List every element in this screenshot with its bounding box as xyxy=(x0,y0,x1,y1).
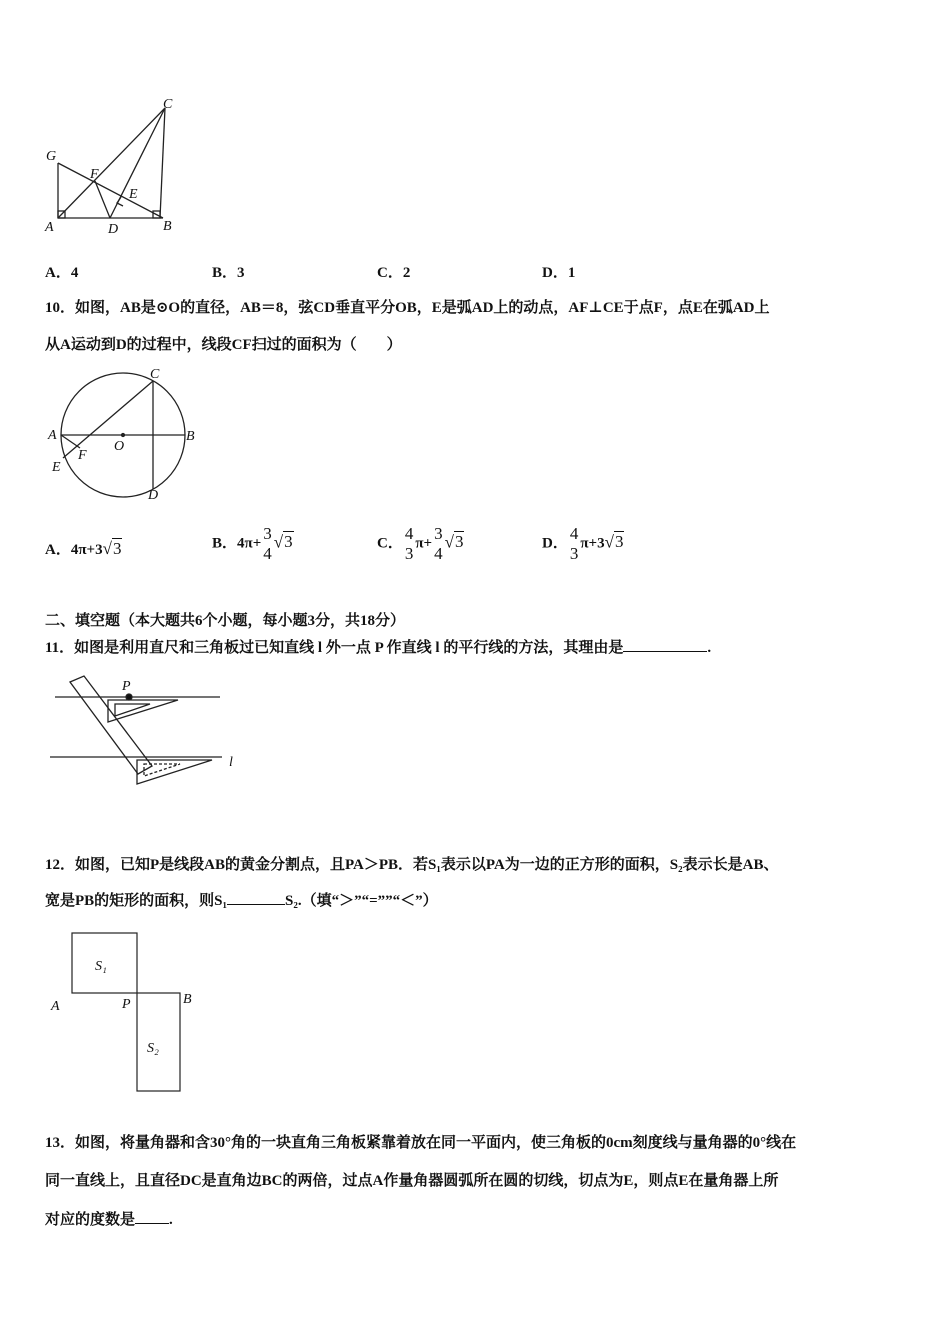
svg-text:B: B xyxy=(183,992,192,1007)
radicand: 3 xyxy=(614,532,624,552)
q13-question: 对应的度数是 xyxy=(45,1212,136,1228)
q10-option-b xyxy=(212,524,294,564)
option-letter: C． xyxy=(377,265,403,281)
svg-text:E: E xyxy=(129,187,138,202)
svg-text:G: G xyxy=(46,149,57,164)
svg-text:O: O xyxy=(114,439,125,454)
q12-text-line1: 12．如图，已知P是线段AB的黄金分割点，且PA＞PB．若S₁表示以PA为一边的正方形的面积，S₂表示长是AB、 xyxy=(45,857,779,873)
q10-option-d xyxy=(542,524,624,564)
q12-question: 宽是PB的矩形的面积，则S₁ xyxy=(45,893,228,909)
fraction xyxy=(434,524,443,564)
svg-text:P: P xyxy=(122,679,131,694)
svg-text:E: E xyxy=(52,460,61,475)
svg-text:C: C xyxy=(163,97,173,112)
radicand: 3 xyxy=(112,539,122,558)
answer-blank[interactable] xyxy=(135,1209,169,1224)
fraction xyxy=(570,524,579,564)
numerator: 3 xyxy=(434,524,443,543)
q9-option-c xyxy=(377,261,410,282)
option-letter: B． xyxy=(212,265,238,281)
option-value: 4 xyxy=(70,265,79,281)
sqrt: √3 xyxy=(444,532,464,552)
q9-figure-labels xyxy=(44,97,173,237)
q11-question: 11．如图是利用直尺和三角板过已知直线 l 外一点 P 作直线 l 的平行线的方法，其理由是 xyxy=(45,640,624,656)
q11-text xyxy=(45,636,711,657)
q11-figure xyxy=(50,676,222,784)
denominator: 3 xyxy=(569,544,579,563)
q10-option-c xyxy=(377,524,464,564)
denominator: 3 xyxy=(404,544,414,563)
q13-end: . xyxy=(169,1212,173,1228)
svg-text:D: D xyxy=(148,488,159,503)
denominator: 4 xyxy=(263,544,272,563)
svg-text:A: A xyxy=(48,428,57,443)
svg-text:S₂: S₂ xyxy=(147,1041,159,1056)
fraction xyxy=(263,524,272,564)
q12-question-end: S₂.（填“＞”“=””“＜”） xyxy=(285,893,438,909)
svg-text:S₁: S₁ xyxy=(95,959,107,974)
q9-figure xyxy=(58,108,165,218)
option-term: π+3 xyxy=(580,535,605,552)
svg-text:B: B xyxy=(186,429,195,444)
sqrt: √3 xyxy=(102,539,122,558)
svg-text:l: l xyxy=(229,755,233,770)
option-letter: A． xyxy=(45,265,71,281)
q10-figure-labels xyxy=(47,367,195,503)
svg-text:D: D xyxy=(108,222,119,237)
svg-text:P: P xyxy=(122,997,131,1012)
option-letter: D． xyxy=(542,265,568,281)
q10-option-a xyxy=(45,538,122,559)
section-heading: 二、填空题（本大题共6个小题，每小题3分，共18分） xyxy=(45,613,406,629)
svg-text:A: A xyxy=(45,220,54,235)
sqrt: √3 xyxy=(273,532,293,552)
q10-text-line1: 10．如图，AB是⊙O的直径，AB＝8，弦CD垂直平分OB，E是弧AD上的动点，AF⊥CE于点F，点E在弧AD上 xyxy=(45,300,770,316)
q10-text-line2: 从A运动到D的过程中，线段CF扫过的面积为（ ） xyxy=(45,337,402,353)
option-letter: D． xyxy=(542,535,568,552)
q12-figure xyxy=(72,933,180,1091)
q13-text-line2: 同一直线上，且直径DC是直角边BC的两倍，过点A作量角器圆弧所在圆的切线，切点为E，则点E在量角器上所 xyxy=(45,1173,779,1189)
q9-option-a xyxy=(45,261,78,282)
sqrt: √3 xyxy=(604,532,624,552)
q9-option-d xyxy=(542,261,575,282)
numerator: 4 xyxy=(569,524,579,543)
numerator: 3 xyxy=(263,524,272,543)
answer-blank[interactable] xyxy=(623,637,707,652)
radicand: 3 xyxy=(454,532,464,552)
fraction xyxy=(405,524,414,564)
option-term: 4π+ xyxy=(237,535,262,552)
q11-figure-labels xyxy=(121,679,233,770)
denominator: 4 xyxy=(434,544,443,563)
svg-text:A: A xyxy=(51,999,60,1014)
svg-text:C: C xyxy=(150,367,160,382)
q12-text-line2 xyxy=(45,889,438,910)
option-term: 4π+3 xyxy=(70,542,103,558)
q9-option-b xyxy=(212,261,245,282)
svg-text:F: F xyxy=(78,448,87,463)
option-value: 1 xyxy=(567,265,576,281)
answer-blank[interactable] xyxy=(227,890,285,905)
numerator: 4 xyxy=(404,524,414,543)
option-letter: C． xyxy=(377,535,403,552)
option-term: π+ xyxy=(415,535,433,552)
svg-text:B: B xyxy=(163,219,172,234)
svg-text:F: F xyxy=(90,167,99,182)
q13-text-line3 xyxy=(45,1208,173,1229)
radicand: 3 xyxy=(284,532,293,552)
q13-text-line1: 13．如图，将量角器和含30°角的一块直角三角板紧靠着放在同一平面内，使三角板的0cm刻度线与量角器的0°线在 xyxy=(45,1135,797,1151)
q12-figure-labels xyxy=(50,959,192,1056)
option-value: 3 xyxy=(237,265,245,281)
option-letter: B． xyxy=(212,535,238,552)
option-letter: A． xyxy=(45,542,71,558)
q11-end: . xyxy=(707,640,712,656)
q10-figure xyxy=(61,373,185,497)
option-value: 2 xyxy=(402,265,411,281)
